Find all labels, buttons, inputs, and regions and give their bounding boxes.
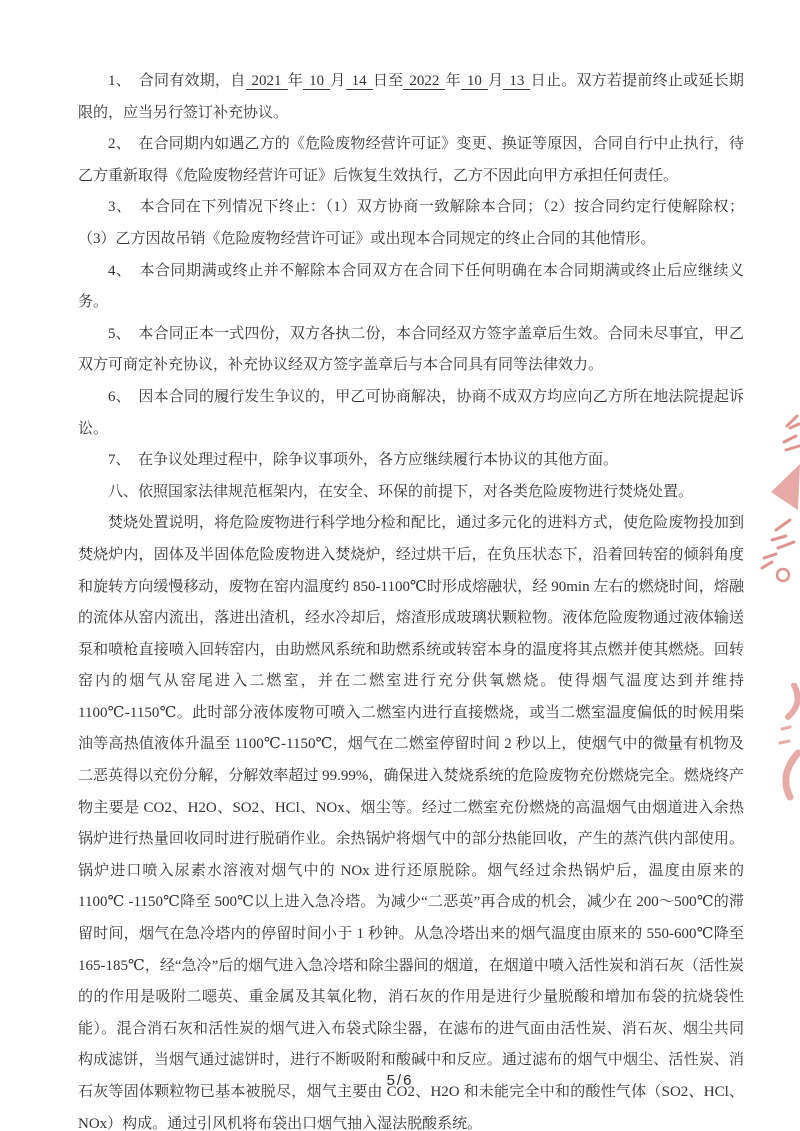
red-seal-stamp-fragment-bottom xyxy=(770,683,800,803)
contract-end-day: 13 xyxy=(503,73,530,90)
clause-2: 2、 在合同期内如遇乙方的《危险废物经营许可证》变更、换证等原因，合同自行中止执行，待乙方重新取得《危险废物经营许可证》后恢复生效执行，乙方不因此向甲方承担任何责任。 xyxy=(78,136,744,184)
clause-4: 4、 本合同期满或终止并不解除本合同双方在合同下任何明确在本合同期满或终止后应继续义务。 xyxy=(78,262,744,311)
clause-1-mid: 日至 xyxy=(372,73,404,89)
clause-3: 3、 本合同在下列情况下终止：（1）双方协商一致解除本合同；（2）按合同约定行使解除权；（3）乙方因故吊销《危险废物经营许可证》或出现本合同规定的终止合同的其他情形。 xyxy=(78,199,744,247)
clause-5: 5、 本合同正本一式四份，双方各执二份，本合同经双方签字盖章后生效。合同未尽事宜，甲乙双方可商定补充协议，补充协议经双方签字盖章后与本合同具有同等法律效力。 xyxy=(78,325,744,374)
start-year-unit: 年 xyxy=(287,73,304,89)
end-month-unit: 月 xyxy=(487,73,504,89)
page-number: 5/6 xyxy=(386,1072,414,1089)
clause-8: 八、依照国家法律规范框架内，在安全、环保的前提下，对各类危险废物进行焚烧处置。 xyxy=(108,483,694,500)
clause-1-tail: 日止。双方若提前终止或延长期限的，应当另行签订补充协议。 xyxy=(78,73,744,121)
incineration-description-paragraph: 焚烧处置说明，将危险废物进行科学地分检和配比，通过多元化的进料方式，使危险废物投加到焚烧炉内，固体及半固体危险废物进入焚烧炉，经过烘干后，在负压状态下，沿着回转窑的倾斜角度和旋转方向缓慢移动，废物在窑内温度约 850-1100℃时形成熔融状，经 90min 左右的燃烧时间，熔融的流体从窑内流出，落进出渣机，经水冷却后，熔渣形成玻璃状颗粒物。液体危险废物通过液体输送泵和喷枪直接喷入回转窑内，由助燃风系统和助燃系统或转窑本身的温度将其点燃并使其燃烧。回转窑内的烟气从窑尾进入二燃室，并在二燃室进行充分供氧燃烧。使得烟气温度达到并维持 1100℃-1150℃。此时部分液体废物可喷入二燃室内进行直接燃烧，或当二燃室温度偏低的时候用柴油等高热值液体升温至 1100℃-1150℃，烟气在二燃室停留时间 2 秒以上，使烟气中的微量有机物及二恶英得以充份分解，分解效率超过 99.99%，确保进入焚烧系统的危险废物充份燃烧完全。燃烧终产物主要是 CO2、H2O、SO2、HCl、NOx、烟尘等。经过二燃室充份燃烧的高温烟气由烟道进入余热锅炉进行热量回收同时进行脱硝作业。余热锅炉将烟气中的部分热能回收，产生的蒸汽供内部使用。锅炉进口喷入尿素水溶液对烟气中的 NOx 进行还原脱除。烟气经过余热锅炉后，温度由原来的 1100℃ -1150℃降至 500℃以上进入急冷塔。为减少“二恶英”再合成的机会，减少在 200～500℃的滞留时间，烟气在急冷塔内的停留时间小于 1 秒钟。从急冷塔出来的烟气温度由原来的 550-600℃降至 165-185℃，经“急冷”后的烟气进入急冷塔和除尘器间的烟道，在烟道中喷入活性炭和消石灰（活性炭的的作用是吸附二噁英、重金属及其氧化物，消石灰的作用是进行少量脱酸和增加布袋的抗烧袋性能）。混合消石灰和活性炭的烟气进入布袋式除尘器，在滤布的进气面由活性炭、消石灰、烟尘共同构成滤饼，当烟气通过滤饼时，进行不断吸附和酸碱中和反应。通过滤布的烟气中烟尘、活性炭、消石灰等固体颗粒物已基本被脱尽，烟气主要由 CO2、H2O 和未能完全中和的酸性气体（SO2、HCl、NOx）构成。通过引风机将布袋出口烟气抽入湿法脱酸系统。 xyxy=(78,515,744,1131)
start-month-unit: 月 xyxy=(330,73,346,89)
red-seal-stamp-fragment-top xyxy=(756,412,800,592)
clause-1 xyxy=(78,66,744,129)
clause-1-lead: 1、 合同有效期，自 xyxy=(108,73,246,89)
contract-end-month: 10 xyxy=(461,73,488,90)
contract-start-day: 14 xyxy=(346,73,373,90)
contract-start-month: 10 xyxy=(303,73,330,90)
contract-body xyxy=(78,66,744,1131)
contract-end-year: 2022 xyxy=(403,73,445,90)
clause-6: 6、 因本合同的履行发生争议的，甲乙可协商解决，协商不成双方均应向乙方所在地法院提起诉讼。 xyxy=(78,388,744,437)
clause-7: 7、 在争议处理过程中，除争议事项外，各方应继续履行本协议的其他方面。 xyxy=(108,452,619,469)
contract-start-year: 2021 xyxy=(246,73,288,90)
end-year-unit: 年 xyxy=(445,73,461,89)
